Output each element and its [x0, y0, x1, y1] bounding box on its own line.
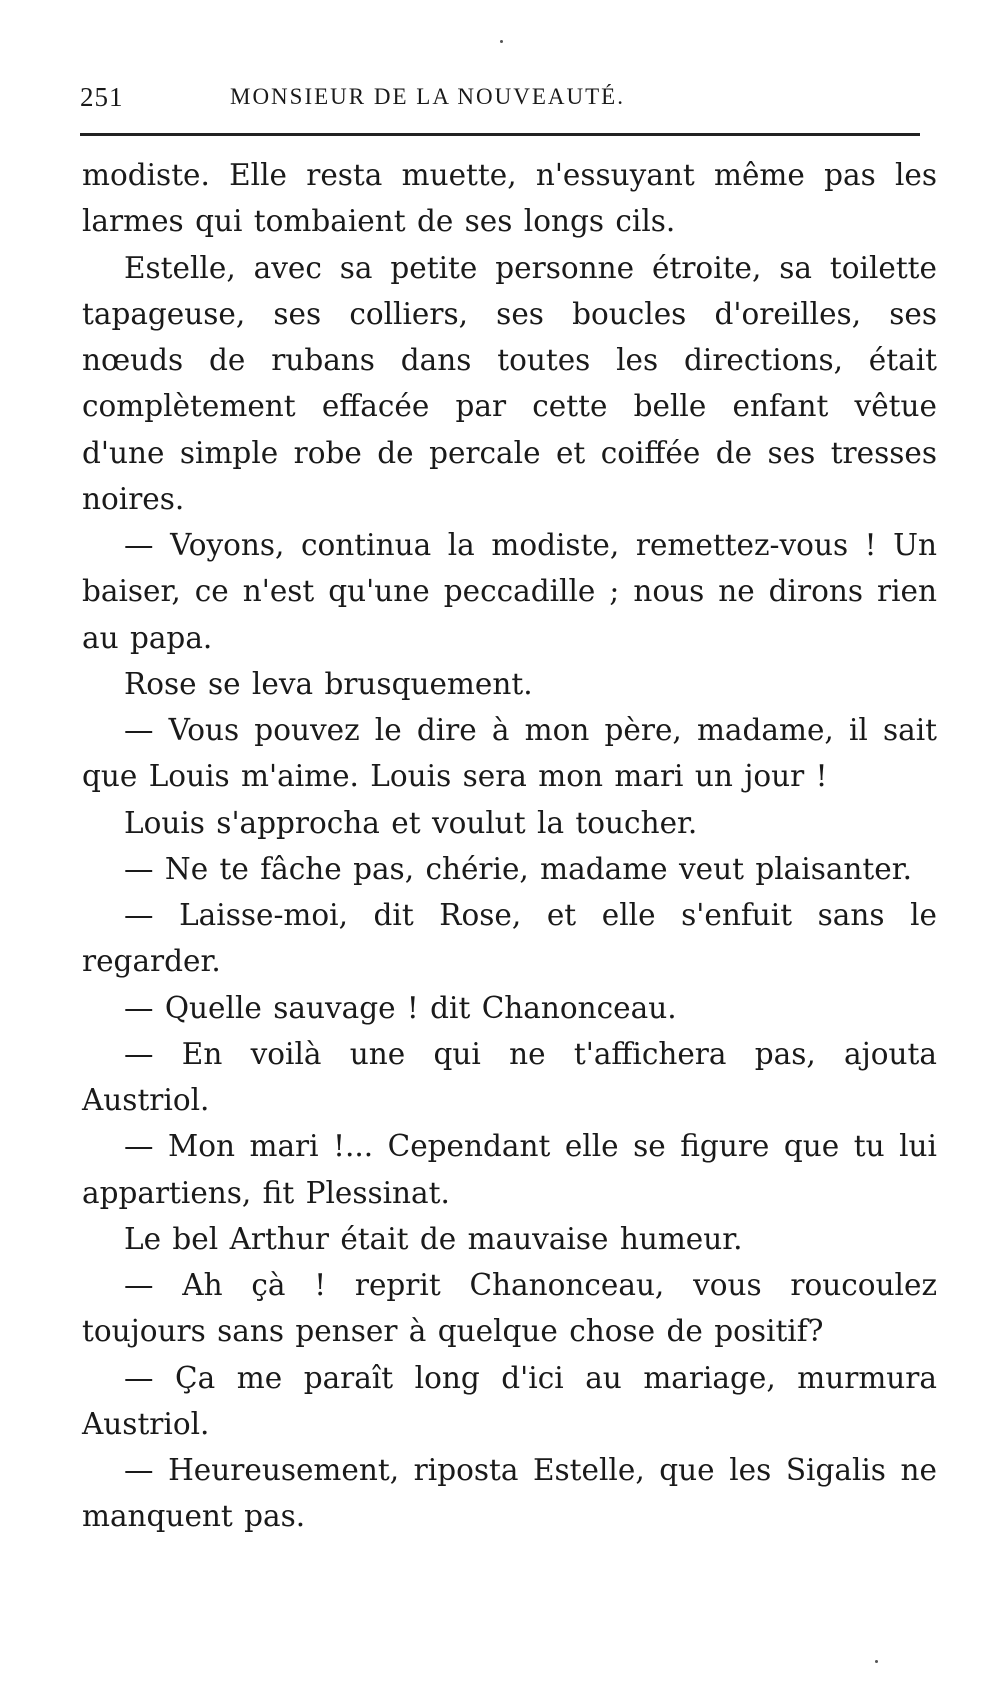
page-number: 251: [80, 82, 124, 112]
header-rule: [80, 133, 920, 136]
paragraph: — Vous pouvez le dire à mon père, madame, il sait que Louis m'aime. Louis sera mon mari un jour !: [82, 713, 937, 794]
paragraph: Louis s'approcha et voulut la toucher.: [124, 805, 698, 840]
page-header: [80, 78, 920, 122]
paragraph: — Heureusement, riposta Estelle, que les Sigalis ne manquent pas.: [82, 1453, 937, 1534]
paper-speck: [875, 1660, 878, 1663]
paragraph: — Mon mari !... Cependant elle se figure que tu lui appartiens, fit Plessinat.: [82, 1129, 937, 1210]
paragraph: — Voyons, continua la modiste, remettez-vous ! Un baiser, ce n'est qu'une peccadille ; nous ne dirons rien au papa.: [82, 528, 937, 655]
paragraph: — Ne te fâche pas, chérie, madame veut plaisanter.: [124, 851, 912, 886]
paper-speck: [500, 40, 503, 43]
paragraph: Le bel Arthur était de mauvaise humeur.: [124, 1221, 743, 1256]
paragraph: — Ah çà ! reprit Chanonceau, vous roucoulez toujours sans penser à quelque chose de positif?: [82, 1268, 937, 1349]
paragraph: modiste. Elle resta muette, n'essuyant même pas les larmes qui tombaient de ses longs cils.: [82, 158, 937, 239]
paragraph: — Ça me paraît long d'ici au mariage, murmura Austriol.: [82, 1360, 937, 1441]
paragraph: — Quelle sauvage ! dit Chanonceau.: [124, 990, 677, 1025]
running-title: MONSIEUR DE LA NOUVEAUTÉ.: [230, 84, 625, 109]
paragraph: — Laisse-moi, dit Rose, et elle s'enfuit sans le regarder.: [82, 898, 937, 979]
paragraph: Estelle, avec sa petite personne étroite, sa toilette tapageuse, ses colliers, ses boucles d'oreilles, ses nœuds de rubans dans toutes les directions, était complètement effacée par cette belle enfant vêtue d'une simple robe de percale et coiffée de ses tresses noires.: [82, 250, 937, 516]
paragraph: Rose se leva brusquement.: [124, 666, 533, 701]
body-text: [82, 152, 937, 1540]
paragraph: — En voilà une qui ne t'affichera pas, ajouta Austriol.: [82, 1036, 937, 1117]
